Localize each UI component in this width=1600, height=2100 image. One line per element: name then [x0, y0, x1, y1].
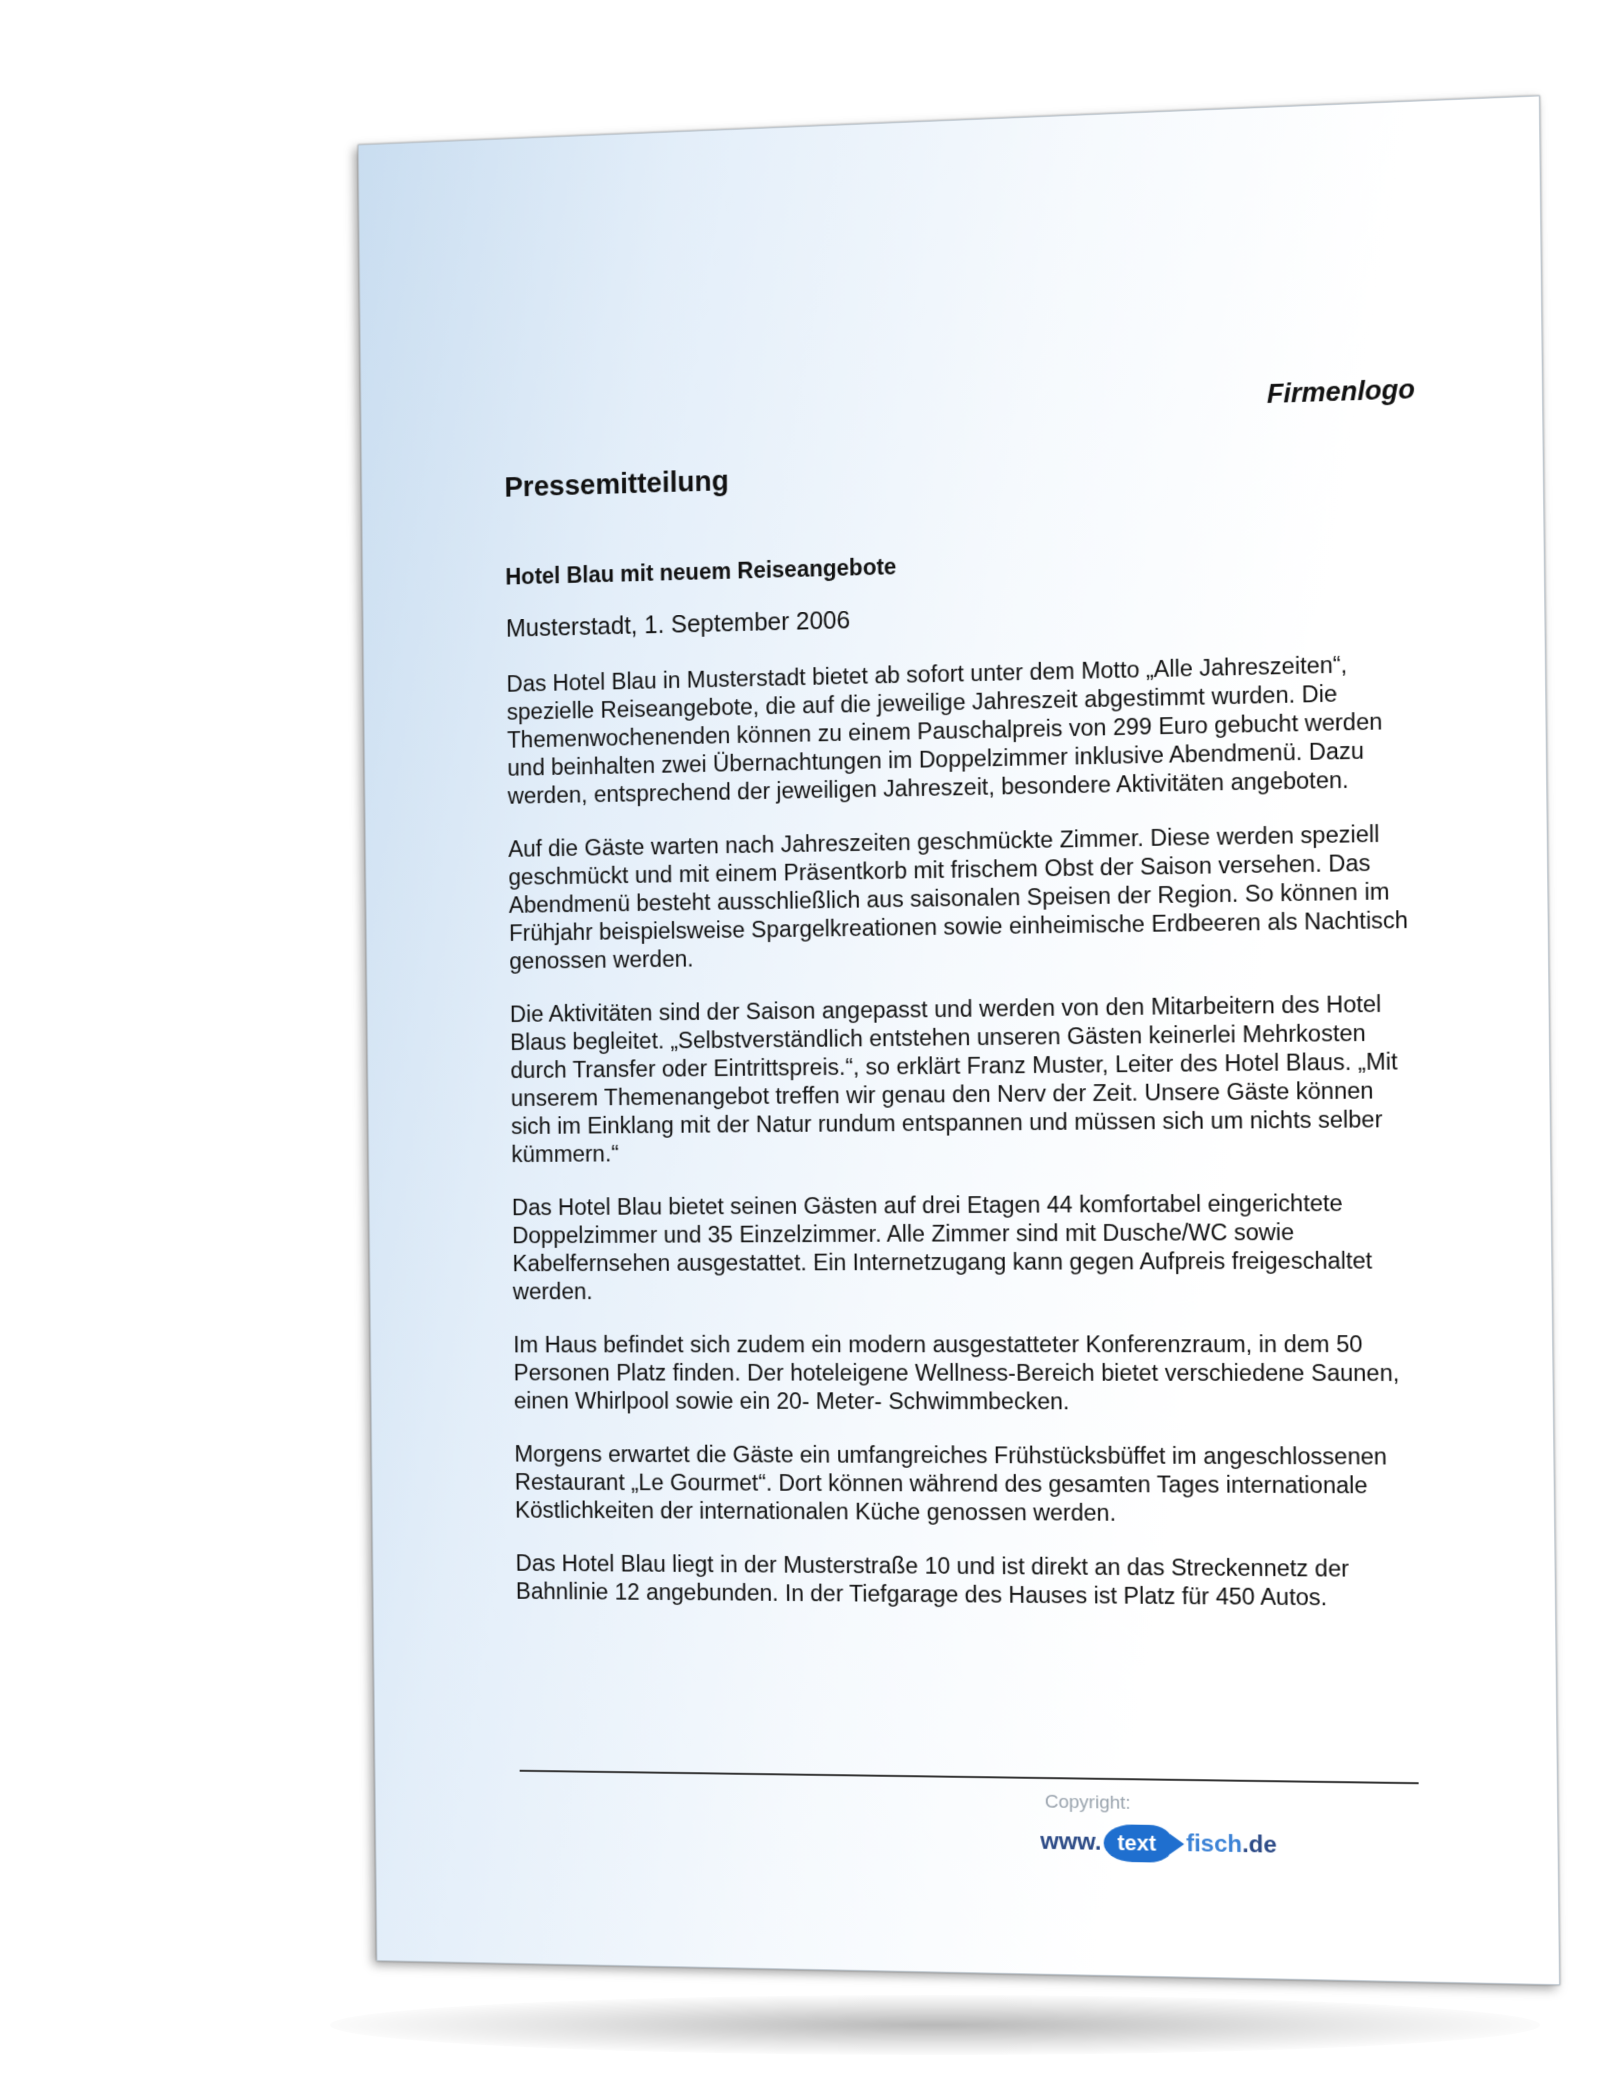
- footer-divider: [520, 1770, 1419, 1784]
- logo-text: text: [1117, 1830, 1157, 1856]
- copyright-label: Copyright:: [1044, 1791, 1131, 1814]
- copyright-watermark: [1040, 1791, 1277, 1875]
- document-page: [358, 95, 1560, 1985]
- fish-icon: [1103, 1824, 1172, 1863]
- logo-fisch: fisch: [1185, 1830, 1243, 1858]
- document-body: [506, 649, 1420, 1639]
- document-content: [359, 96, 1559, 1984]
- paragraph: Das Hotel Blau in Musterstadt bietet ab sofort unter dem Motto „Alle Jahreszeiten“, spezielle Reiseangebote, die auf die jeweilige Jahreszeit abgestimmt wurden. Die Themenwochenenden können zu einem Pauschalpreis von 299 Euro gebucht werden und beinhalten zwei Übernachtungen im Doppelzimmer inklusive Abendmenü. Dazu werden, entsprechend der jeweiligen Jahreszeit, besondere Aktivitäten angeboten.: [506, 651, 1383, 809]
- logo-www: www.: [1040, 1828, 1102, 1856]
- dateline: Musterstadt, 1. September 2006: [505, 606, 851, 643]
- paragraph: Die Aktivitäten sind der Saison angepasst und werden von den Mitarbeitern des Hotel Blaus begleitet. „Selbstverständlich entstehen unseren Gästen keinerlei Mehrkosten durch Transfer oder Eintrittspreis.“, so erklärt Franz Muster, Leiter des Hotel Blaus. „Mit unserem Themenangebot treffen wir genau den Nerv der Zeit. Unsere Gäste können sich im Einklang mit der Natur rundum entspannen und müssen sich um nichts selber kümmern.“: [509, 991, 1398, 1167]
- logo-placeholder: Firmenlogo: [1266, 374, 1416, 409]
- paragraph: Morgens erwartet die Gäste ein umfangreiches Frühstücksbüffet im angeschlossenen Restaurant „Le Gourmet“. Dort können während des gesamten Tages internationale Köstlichkeiten der internationalen Küche genossen werden.: [514, 1441, 1388, 1526]
- paragraph: Das Hotel Blau bietet seinen Gästen auf drei Etagen 44 komfortabel eingerichtete Doppelzimmer und 35 Einzelzimmer. Alle Zimmer sind mit Dusche/WC sowie Kabelfernsehen ausgestattet. Ein Internetzugang kann gegen Aufpreis freigeschaltet werden.: [511, 1190, 1373, 1305]
- paragraph: Auf die Gäste warten nach Jahreszeiten geschmückte Zimmer. Diese werden speziell geschmückt und mit einem Präsentkorb mit frischem Obst der Saison versehen. Das Abendmenü besteht ausschließlich aus saisonalen Speisen der Region. So können im Frühjahr beispielsweise Spargelkreationen sowie einheimische Erdbeeren als Nachtisch genossen werden.: [508, 821, 1409, 974]
- paragraph: Das Hotel Blau liegt in der Musterstraße 10 und ist direkt an das Streckennetz der Bahnlinie 12 angebunden. In der Tiefgarage des Hauses ist Platz für 450 Autos.: [515, 1550, 1350, 1611]
- textfisch-logo: [1040, 1821, 1277, 1866]
- logo-tld: .de: [1241, 1831, 1277, 1859]
- document-subtitle: Hotel Blau mit neuem Reiseangebote: [505, 553, 897, 590]
- document-title: Pressemitteilung: [504, 465, 729, 504]
- paragraph: Im Haus befindet sich zudem ein modern ausgestatteter Konferenzraum, in dem 50 Personen Platz finden. Der hoteleigene Wellness-Bereich bietet verschiedene Saunen, einen Whirlpool sowie ein 20- Meter- Schwimmbecken.: [513, 1331, 1400, 1415]
